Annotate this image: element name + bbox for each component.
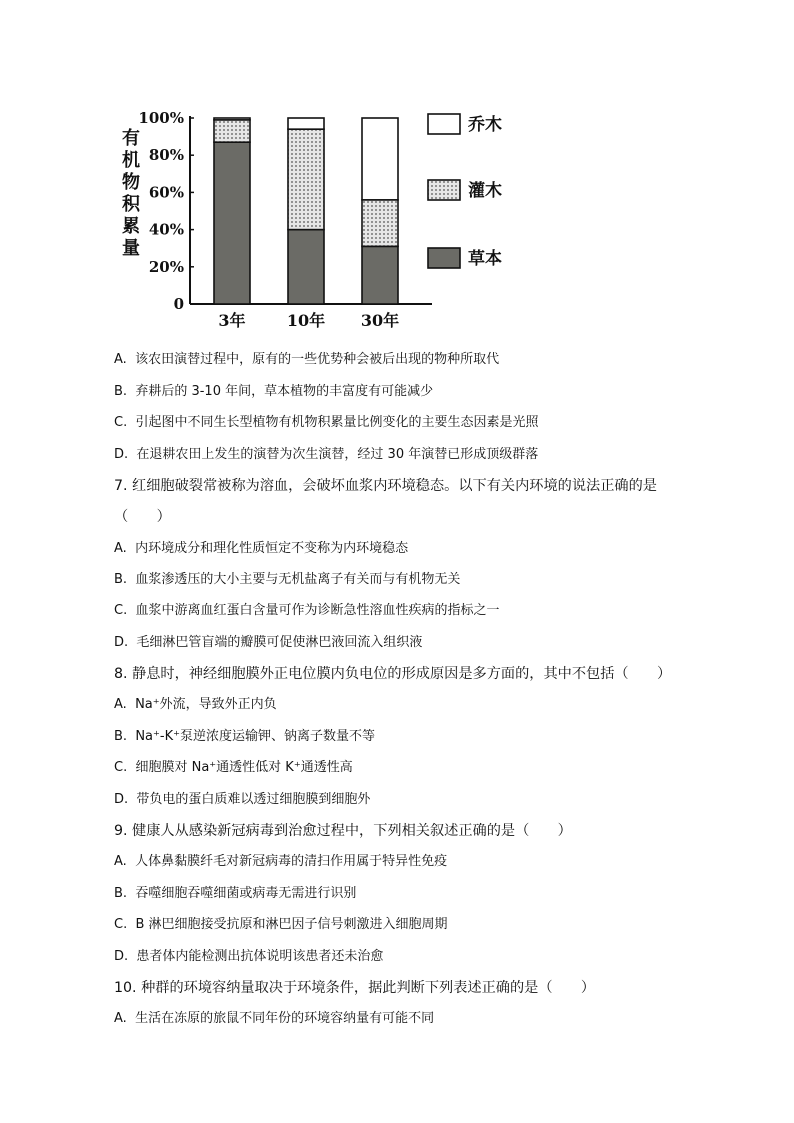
legend-label: 灌木 — [468, 181, 502, 201]
q8-option-d: D. 带负电的蛋白质难以透过细胞膜到细胞外 — [114, 792, 371, 807]
bar-segment — [362, 200, 398, 247]
bar-segment — [288, 230, 324, 304]
q9-stem: 9. 健康人从感染新冠病毒到治愈过程中，下列相关叙述正确的是（ ） — [114, 823, 572, 839]
y-axis-label-char: 积 — [122, 194, 140, 215]
legend-label: 草本 — [468, 249, 502, 269]
q6-option-a: A. 该农田演替过程中，原有的一些优势种会被后出现的物种所取代 — [114, 352, 500, 367]
q7-option-c: C. 血浆中游离血红蛋白含量可作为诊断急性溶血性疾病的指标之一 — [114, 603, 500, 618]
q10-stem: 10. 种群的环境容纳量取决于环境条件，据此判断下列表述正确的是（ ） — [114, 980, 596, 996]
legend-swatch — [428, 248, 460, 268]
x-category-label: 30年 — [360, 311, 400, 330]
q10-option-a: A. 生活在冻原的旅鼠不同年份的环境容纳量有可能不同 — [114, 1011, 435, 1026]
y-tick-label: 80% — [148, 146, 184, 165]
q8-option-c: C. 细胞膜对 Na⁺通透性低对 K⁺通透性高 — [114, 760, 353, 775]
stacked-bar-svg — [110, 104, 520, 340]
q6-option-c: C. 引起图中不同生长型植物有机物积累量比例变化的主要生态因素是光照 — [114, 415, 539, 430]
bar-segment — [362, 246, 398, 304]
bar-segment — [362, 118, 398, 200]
q8-option-b: B. Na⁺-K⁺泵逆浓度运输钾、钠离子数量不等 — [114, 729, 375, 744]
q9-option-d: D. 患者体内能检测出抗体说明该患者还未治愈 — [114, 949, 384, 964]
y-tick-label: 60% — [148, 183, 184, 202]
q9-option-b: B. 吞噬细胞吞噬细菌或病毒无需进行识别 — [114, 886, 357, 901]
q9-option-c: C. B 淋巴细胞接受抗原和淋巴因子信号刺激进入细胞周期 — [114, 917, 448, 932]
q7-option-a: A. 内环境成分和理化性质恒定不变称为内环境稳态 — [114, 541, 409, 556]
bar-segment — [288, 118, 324, 129]
y-tick-label: 20% — [148, 257, 184, 276]
bar-segment — [214, 120, 250, 142]
q7-stem: 7. 红细胞破裂常被称为溶血，会破坏血浆内环境稳态。以下有关内环境的说法正确的是 — [114, 478, 657, 494]
x-category-label: 3年 — [218, 311, 246, 330]
q7-option-b: B. 血浆渗透压的大小主要与无机盐离子有关而与有机物无关 — [114, 572, 461, 587]
legend-label: 乔木 — [468, 115, 502, 135]
q8-option-a: A. Na⁺外流，导致外正内负 — [114, 697, 277, 712]
y-axis-label-char: 量 — [122, 238, 140, 259]
q8-stem: 8. 静息时，神经细胞膜外正电位膜内负电位的形成原因是多方面的，其中不包括（ ） — [114, 666, 672, 682]
q9-option-a: A. 人体鼻黏膜纤毛对新冠病毒的清扫作用属于特异性免疫 — [114, 854, 448, 869]
bar-segment — [214, 118, 250, 120]
y-tick-label: 100% — [138, 109, 184, 127]
x-category-label: 10年 — [286, 311, 326, 330]
y-tick-label: 0 — [173, 295, 184, 313]
q7-blank: （ ） — [114, 509, 171, 525]
q6-option-d: D. 在退耕农田上发生的演替为次生演替，经过 30 年演替已形成顶级群落 — [114, 447, 539, 462]
y-axis-label-char: 物 — [122, 172, 140, 193]
y-tick-label: 40% — [148, 220, 184, 239]
q7-option-d: D. 毛细淋巴管盲端的瓣膜可促使淋巴液回流入组织液 — [114, 635, 423, 650]
q6-option-b: B. 弃耕后的 3-10 年间，草本植物的丰富度有可能减少 — [114, 384, 434, 399]
y-axis-label-char: 累 — [122, 216, 140, 237]
bar-segment — [214, 142, 250, 304]
legend-swatch — [428, 180, 460, 200]
y-axis-label-char: 机 — [122, 150, 140, 171]
bar-segment — [288, 129, 324, 229]
succession-chart — [110, 104, 520, 340]
y-axis-label-char: 有 — [122, 128, 140, 149]
legend-swatch — [428, 114, 460, 134]
